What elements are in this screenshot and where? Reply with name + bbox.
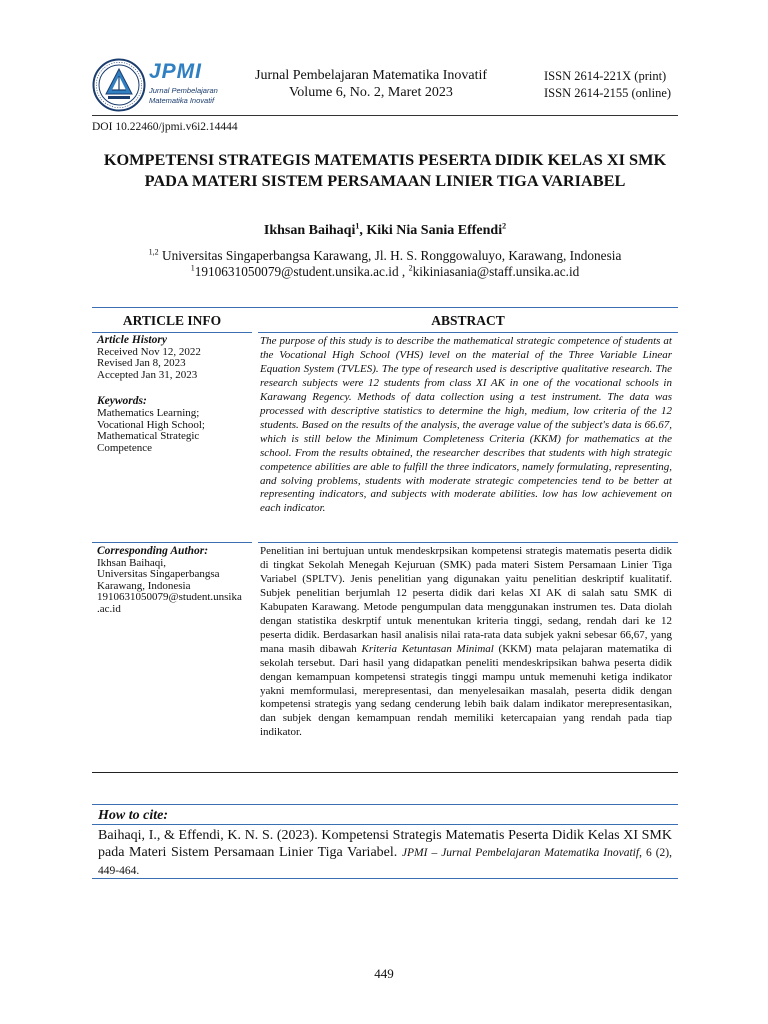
abstract-header-rule [258, 332, 678, 333]
email-marker: 2 [408, 263, 413, 273]
header-divider [92, 115, 678, 116]
citation-tail: , 6 (2), 449-464. [98, 847, 672, 877]
logo-subtitle-line: Matematika Inovatif [149, 96, 215, 105]
revised-date: Revised Jan 8, 2023 [97, 357, 186, 370]
journal-volume-issue: Volume 6, No. 2, Maret 2023 [289, 85, 453, 100]
keywords-label: Keywords: [97, 395, 147, 408]
cite-bottom-rule [92, 878, 678, 879]
journal-logo [92, 56, 232, 114]
accepted-date: Accepted Jan 31, 2023 [97, 368, 198, 381]
affiliation-block [92, 248, 678, 280]
article-info-heading: ARTICLE INFO [122, 313, 222, 328]
abstract-heading: ABSTRACT [431, 313, 505, 328]
corresponding-author-line: Universitas Singaperbangsa [97, 568, 220, 581]
corresponding-author-line: Karawang, Indonesia [97, 579, 191, 592]
cite-mid-rule [92, 824, 678, 825]
keyword-item: Mathematics Learning; [97, 406, 200, 419]
author-email[interactable]: 1910631050079@student.unsika.ac.id [194, 264, 399, 279]
author-list [92, 222, 678, 239]
abstract-english: The purpose of this study is to describe the mathematical strategic competence of students at the Vocational High School (VHS) level on the material of the Three Variable Linear Equation System (TVLES). The type of research used is descriptive qualitative research. The research subjects were 12 students from class XI AK in one of the vocational schools in Karawang Regency. Methods of data collection using a test instrument. The data was processed with descriptive statistics to determine the high, medium, low criteria of the 12 students. Based on the results of the analysis, the average value of the subject's data is 66.67, which is still below the Minimum Completeness Criteria (KKM) for mathematics at the school. From the results obtained, the researcher describes that students with high strategic competence abilities are able to fulfill the three indicators, namely formulating, representing, and solving problems, students with moderate strategic competencies tend to be better at representing indicators, and subjects with moderate abilities. low has low achievement on each indicator. [260, 335, 672, 515]
info-header-rule [92, 332, 252, 333]
keyword-item: Mathematical Strategic [97, 430, 200, 443]
citation-body: Baihaqi, I., & Effendi, K. N. S. (2023). Kompetensi Strategis Matematis Peserta Didik Kelas XI SMK pada Materi Sistem Persamaan Linier Tiga Variabel. [98, 828, 672, 860]
abstract-section-rule [258, 542, 678, 543]
affiliation-text: Universitas Singaperbangsa Karawang, Jl. H. S. Ronggowaluyo, Karawang, Indonesia [158, 248, 622, 263]
logo-subtitle-line: Jurnal Pembelajaran [149, 86, 218, 95]
journal-seal-icon [92, 58, 146, 112]
how-to-cite-heading: How to cite: [98, 808, 168, 823]
issn-online: ISSN 2614-2155 (online) [544, 86, 672, 100]
corresponding-author [97, 546, 255, 616]
author-separator: , [359, 223, 367, 238]
citation-source: JPMI – Jurnal Pembelajaran Matematika Inovatif [401, 847, 640, 859]
email-separator: , [398, 264, 409, 279]
affiliation-line [92, 248, 678, 264]
author-affil-marker: 2 [502, 221, 507, 231]
journal-name: Jurnal Pembelajaran Matematika Inovatif [255, 68, 488, 83]
article-title: KOMPETENSI STRATEGIS MATEMATIS PESERTA DIDIK KELAS XI SMK PADA MATERI SISTEM PERSAMAAN LINIER TIGA VARIABEL [103, 150, 667, 190]
logo-subtitle [149, 86, 233, 106]
article-history [97, 335, 255, 454]
citation-text [98, 827, 672, 880]
doi-link[interactable]: DOI 10.22460/jpmi.v6i2.14444 [92, 121, 238, 133]
corresponding-author-label: Corresponding Author: [97, 545, 209, 557]
author-email[interactable]: kikiniasania@staff.unsika.ac.id [412, 264, 580, 279]
table-top-rule [92, 307, 678, 308]
author-affil-marker: 1 [355, 221, 360, 231]
article-history-label: Article History [97, 334, 167, 346]
cite-top-rule [92, 804, 678, 805]
email-marker: 1 [190, 263, 195, 273]
corresponding-author-line: 1910631050079@student.unsika [97, 591, 242, 604]
page-number: 449 [374, 966, 394, 981]
abstract-indonesian [260, 545, 672, 740]
info-section-rule [92, 542, 252, 543]
abstract-indonesian-text: Penelitian ini bertujuan untuk mendeskrpsikan kompetensi strategis matematis peserta didik di tingkat Sekolah Menegah Kejuruan (SMK) pada materi Sistem Persamaan Linier Tiga Variabel (SPLTV). Jenis penelitian yang digunakan yaitu penelitian deskriptif kualitatif. Subjek penelitian berjumlah 12 peserta didik dari kelas XI AK di salah satu SMK di Kabupaten Karawang. Metode pengumpulan data menggunakan instrumen tes. Data diolah dengan statistika deskrptif untuk menentukan kriteria tinggi, sedang, rendah dari ke 12 peserta didik. Berdasarkan hasil analisis nilai rata-rata data subjek yakni sebesar 66,67, yang mana masih dibawah [260, 545, 672, 655]
author-emails [92, 264, 678, 280]
keyword-item: Competence [97, 441, 152, 454]
abstract-indonesian-text: (KKM) mata pelajaran matematika di sekolah tersebut. Dari hasil yang didapatkan peneliti mendeskripsikan bahwa peserta didik dengan kemampuan kompetensi strategis tinggi mampu untuk memenuhi ketiga indikator yakni memformulasi, merepresentasi, dan menyelesaikan masalah, peserta didik dengan kompetensi strategis yang sedang cenderung lebih baik dalam indikator merepresentasikan, dan subjek dengan kemampuan rendah memiliki ketercapaian yang rendah pada tiap indikator. [260, 642, 672, 739]
keyword-item: Vocational High School; [97, 418, 205, 431]
table-bottom-rule [92, 772, 678, 773]
issn-print: ISSN 2614-221X (print) [544, 69, 667, 83]
author-name: Ikhsan Baihaqi [263, 223, 356, 238]
affiliation-marker: 1,2 [148, 247, 159, 257]
corresponding-author-line: Ikhsan Baihaqi, [97, 556, 167, 569]
author-name: Kiki Nia Sania Effendi [366, 223, 503, 238]
corresponding-author-line: .ac.id [97, 602, 121, 615]
abstract-indonesian-term: Kriteria Ketuntasan Minimal [361, 642, 494, 655]
logo-wordmark: JPMI [149, 60, 203, 83]
received-date: Received Nov 12, 2022 [97, 345, 201, 358]
journal-logo-text [149, 60, 232, 114]
